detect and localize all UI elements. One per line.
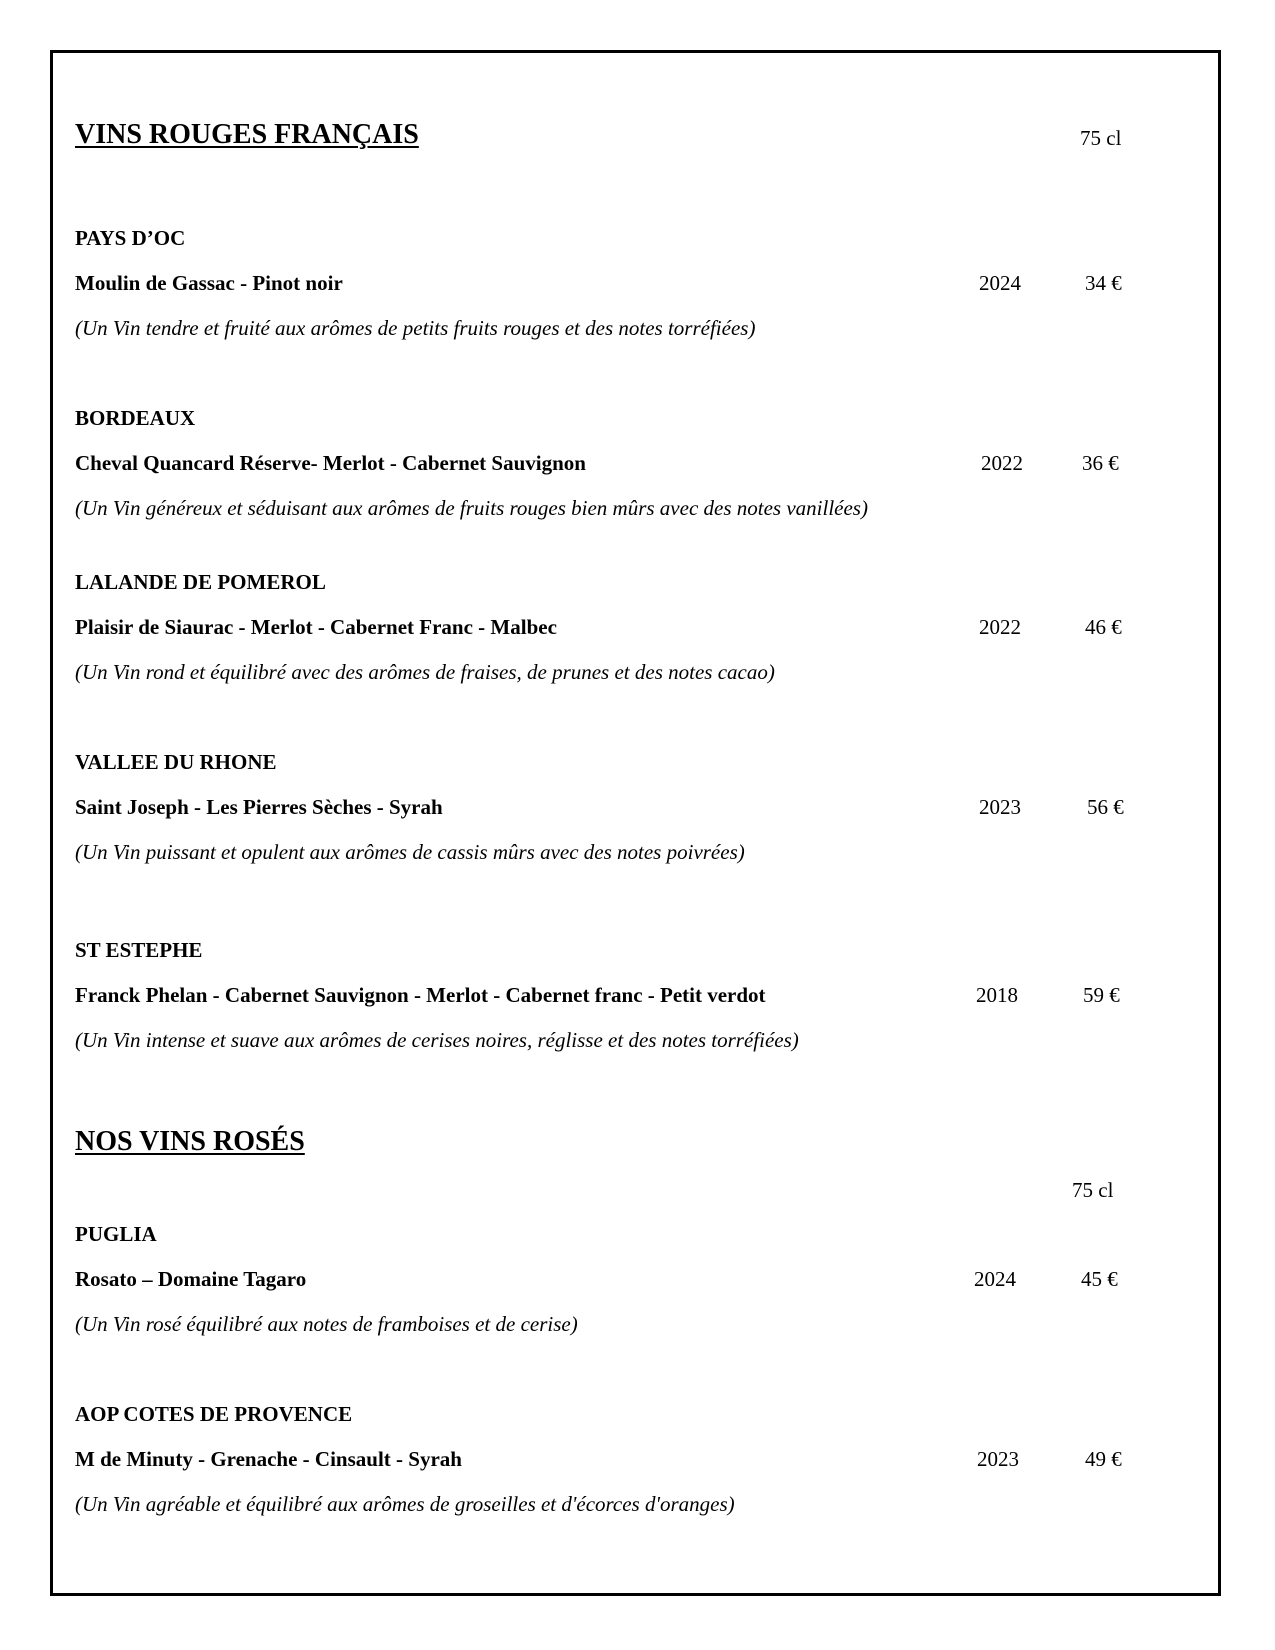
wine-price: 46 € (1085, 615, 1122, 639)
wine-name: Plaisir de Siaurac - Merlot - Cabernet Franc - Malbec (75, 615, 557, 639)
section-title-rose-wines: NOS VINS ROSÉS (75, 1126, 305, 1157)
wine-price: 34 € (1085, 271, 1122, 295)
wine-description: (Un Vin rosé équilibré aux notes de framboises et de cerise) (75, 1312, 578, 1336)
wine-price: 45 € (1081, 1267, 1118, 1291)
wine-description: (Un Vin rond et équilibré avec des arômes de fraises, de prunes et des notes cacao) (75, 660, 775, 684)
wine-description: (Un Vin agréable et équilibré aux arômes de groseilles et d'écorces d'oranges) (75, 1492, 735, 1516)
wine-price: 56 € (1087, 795, 1124, 819)
region-lalande-de-pomerol: LALANDE DE POMEROL (75, 570, 326, 594)
region-aop-cotes-de-provence: AOP COTES DE PROVENCE (75, 1402, 353, 1426)
wine-year: 2024 (979, 271, 1021, 295)
region-pays-doc: PAYS D’OC (75, 226, 186, 250)
region-puglia: PUGLIA (75, 1222, 157, 1246)
section-title-red-wines: VINS ROUGES FRANÇAIS (75, 119, 419, 150)
wine-name: Cheval Quancard Réserve- Merlot - Cabernet Sauvignon (75, 451, 586, 475)
wine-price: 36 € (1082, 451, 1119, 475)
wine-year: 2022 (979, 615, 1021, 639)
wine-name: M de Minuty - Grenache - Cinsault - Syrah (75, 1447, 462, 1471)
wine-year: 2024 (974, 1267, 1016, 1291)
wine-name: Moulin de Gassac - Pinot noir (75, 271, 343, 295)
wine-price: 59 € (1083, 983, 1120, 1007)
wine-description: (Un Vin tendre et fruité aux arômes de petits fruits rouges et des notes torréfiées) (75, 316, 756, 340)
wine-description: (Un Vin généreux et séduisant aux arômes de fruits rouges bien mûrs avec des notes vanillées) (75, 496, 868, 520)
region-vallee-du-rhone: VALLEE DU RHONE (75, 750, 277, 774)
wine-name: Franck Phelan - Cabernet Sauvignon - Merlot - Cabernet franc - Petit verdot (75, 983, 766, 1007)
wine-price: 49 € (1085, 1447, 1122, 1471)
wine-description: (Un Vin intense et suave aux arômes de cerises noires, réglisse et des notes torréfiées) (75, 1028, 799, 1052)
wine-year: 2022 (981, 451, 1023, 475)
region-bordeaux: BORDEAUX (75, 406, 196, 430)
wine-year: 2018 (976, 983, 1018, 1007)
wine-description: (Un Vin puissant et opulent aux arômes de cassis mûrs avec des notes poivrées) (75, 840, 745, 864)
wine-name: Rosato – Domaine Tagaro (75, 1267, 307, 1291)
wine-name: Saint Joseph - Les Pierres Sèches - Syrah (75, 795, 443, 819)
volume-header-red: 75 cl (1080, 126, 1122, 150)
wine-year: 2023 (977, 1447, 1019, 1471)
volume-header-rose: 75 cl (1072, 1178, 1114, 1202)
region-st-estephe: ST ESTEPHE (75, 938, 203, 962)
wine-year: 2023 (979, 795, 1021, 819)
